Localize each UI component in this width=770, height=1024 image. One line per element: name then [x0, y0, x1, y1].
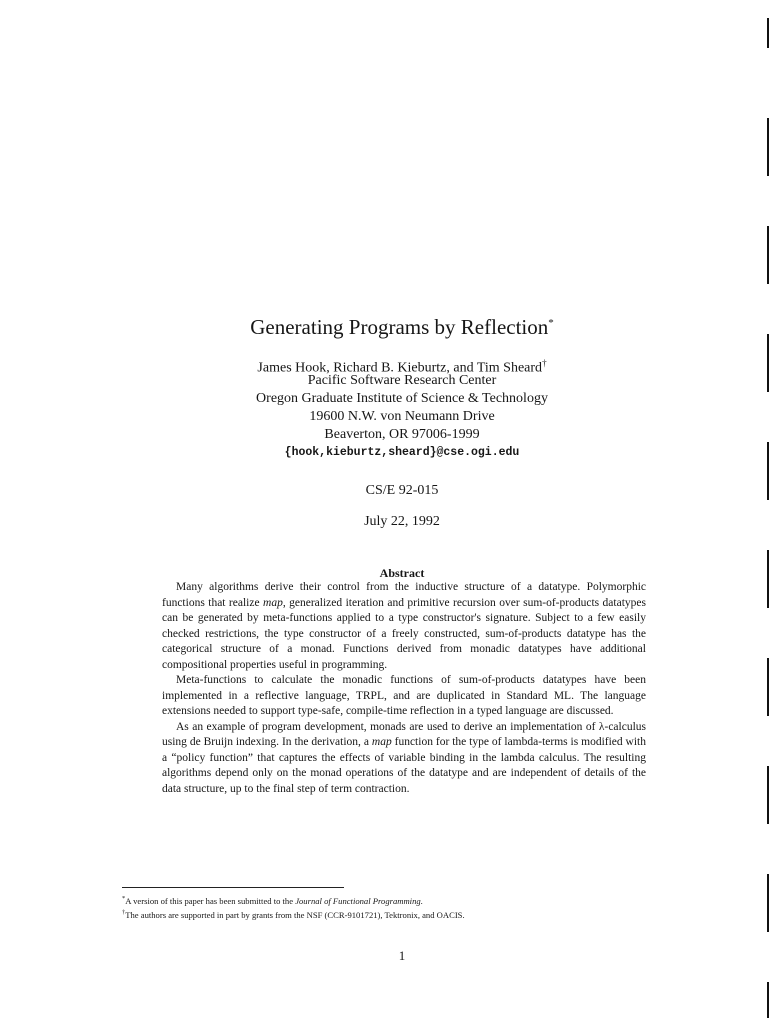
- footnote-mark: †: [122, 909, 126, 916]
- journal-name: Journal of Functional Programming: [295, 895, 421, 906]
- scan-edge-mark: [767, 118, 769, 176]
- page-number: 1: [398, 948, 406, 963]
- abstract-paragraph: As an example of program development, monads are used to derive an implementation of λ-calculus using de Bruijn indexing. In the derivation, a map function for the type of lambda-terms is modified with a “policy function” that captures the effects of variable binding in the lambda calculus. The resulting algorithms depend only on the monad operations of the datatype and are independent of details of the data structure, up to the final step of term contraction.: [162, 720, 647, 795]
- scan-edge-mark: [767, 766, 769, 824]
- map-term: map: [371, 736, 392, 748]
- scan-edge-mark: [767, 226, 769, 284]
- scan-edge-mark: [767, 658, 769, 716]
- email: {hook,kieburtz,sheard}@cse.ogi.edu: [284, 446, 520, 459]
- scan-edge-mark: [767, 982, 769, 1018]
- city-address: Beaverton, OR 97006-1999: [324, 427, 480, 442]
- institute: Oregon Graduate Institute of Science & Technology: [256, 391, 548, 406]
- authors: James Hook, Richard B. Kieburtz, and Tim Sheard: [257, 360, 543, 376]
- scan-edge-mark: [767, 18, 769, 48]
- abstract-heading: Abstract: [379, 566, 425, 580]
- title-footnote-mark: *: [548, 317, 554, 329]
- authors-footnote-mark: †: [542, 358, 547, 368]
- date: July 22, 1992: [364, 514, 440, 529]
- abstract-body: [162, 580, 646, 797]
- title-text: Generating Programs by Reflection: [250, 315, 549, 339]
- footnote-1: *A version of this paper has been submitted to the Journal of Functional Programming.: [122, 895, 423, 906]
- paper-title: [0, 309, 770, 341]
- affiliation: Pacific Software Research Center: [307, 373, 497, 388]
- footnote-mark: *: [122, 895, 126, 902]
- footnote-rule: [122, 887, 344, 888]
- abstract-paragraph: Meta-functions to calculate the monadic functions of sum-of-products datatypes have been implemented in a reflective language, TRPL, and are duplicated in Standard ML. The language extensions needed to support type-safe, compile-time reflection in a typed language are discussed.: [162, 674, 646, 717]
- map-term: map: [263, 596, 283, 609]
- abstract-paragraph: Many algorithms derive their control from the inductive structure of a datatype. Polymorphic functions that realize map, generalized iteration and primitive recursion over sum-of-products datatypes can be generated by meta-functions applied to a type constructor's signature. Subject to a few easily checked restrictions, the type constructor of a freely constructed, sum-of-products datatype has the categorical structure of a monad. Functions derived from monadic datatypes have additional compositional properties useful in programming.: [162, 581, 646, 671]
- scan-edge-mark: [767, 874, 769, 932]
- report-number: CS/E 92-015: [365, 483, 439, 498]
- street-address: 19600 N.W. von Neumann Drive: [309, 409, 495, 424]
- footnote-2: †The authors are supported in part by grants from the NSF (CCR-9101721), Tektronix, and OACIS.: [122, 909, 465, 920]
